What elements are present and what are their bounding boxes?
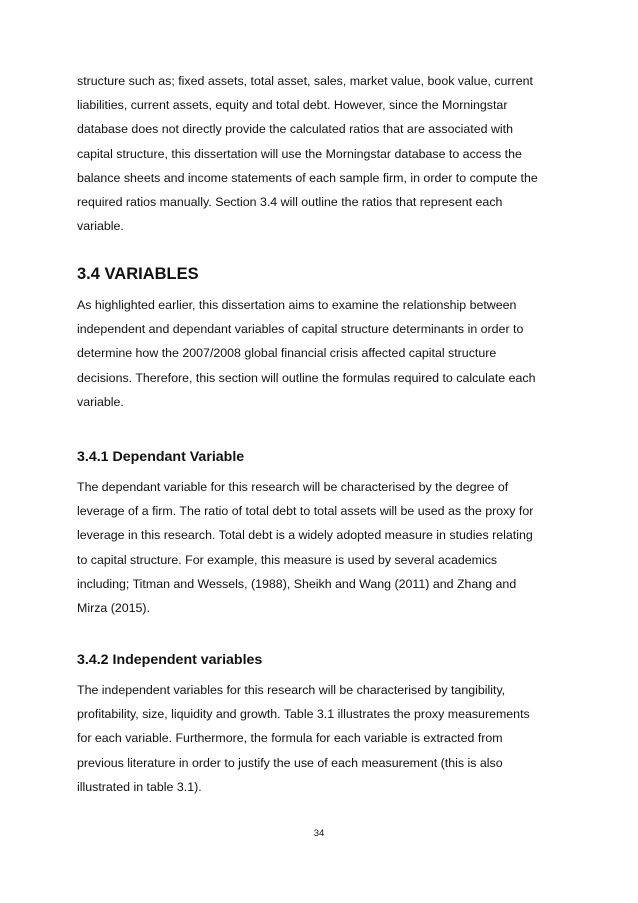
text-line: required ratios manually. Section 3.4 will outline the ratios that represent each (77, 195, 503, 210)
page-number: 34 (313, 828, 325, 839)
text-line: leverage in this research. Total debt is a widely adopted measure in studies relating (77, 528, 533, 543)
text-line: variable. (77, 219, 124, 234)
text-line: independent and dependant variables of capital structure determinants in order to (77, 322, 524, 337)
text-line: variable. (77, 394, 124, 409)
text-line: capital structure, this dissertation will use the Morningstar database to access the (77, 146, 522, 161)
paragraph-intro (77, 69, 561, 238)
text-line: decisions. Therefore, this section will outline the formulas required to calculate each (77, 370, 536, 385)
text-line: structure such as; fixed assets, total asset, sales, market value, book value, current (77, 74, 533, 88)
text-line: database does not directly provide the calculated ratios that are associated with (77, 122, 513, 137)
text-line: Mirza (2015). (77, 601, 150, 616)
section-heading-variables: 3.4 VARIABLES (77, 265, 199, 283)
paragraph-variables (77, 293, 561, 414)
subsection-heading-independent: 3.4.2 Independent variables (77, 652, 263, 668)
text-line: to capital structure. For example, this measure is used by several academics (77, 552, 498, 567)
text-line: illustrated in table 3.1). (77, 779, 202, 794)
subsection-heading-dependant: 3.4.1 Dependant Variable (77, 449, 245, 465)
text-line: leverage of a firm. The ratio of total debt to total assets will be used as the proxy for (77, 504, 534, 519)
text-line: The dependant variable for this research will be characterised by the degree of (77, 480, 509, 494)
paragraph-dependant (77, 475, 561, 620)
text-line: profitability, size, liquidity and growth. Table 3.1 illustrates the proxy measurements (77, 707, 530, 722)
text-line: for each variable. Furthermore, the formula for each variable is extracted from (77, 731, 503, 746)
text-line: As highlighted earlier, this dissertation aims to examine the relationship between (77, 298, 517, 312)
text-line: previous literature in order to justify the use of each measurement (this is also (77, 755, 503, 770)
text-line: determine how the 2007/2008 global financial crisis affected capital structure (77, 346, 497, 361)
text-line: The independent variables for this research will be characterised by tangibility, (77, 683, 506, 697)
text-line: liabilities, current assets, equity and total debt. However, since the Morningstar (77, 98, 508, 113)
text-line: including; Titman and Wessels, (1988), Sheikh and Wang (2011) and Zhang and (77, 576, 517, 591)
text-line: balance sheets and income statements of each sample firm, in order to compute the (77, 170, 538, 185)
paragraph-independent (77, 678, 561, 799)
